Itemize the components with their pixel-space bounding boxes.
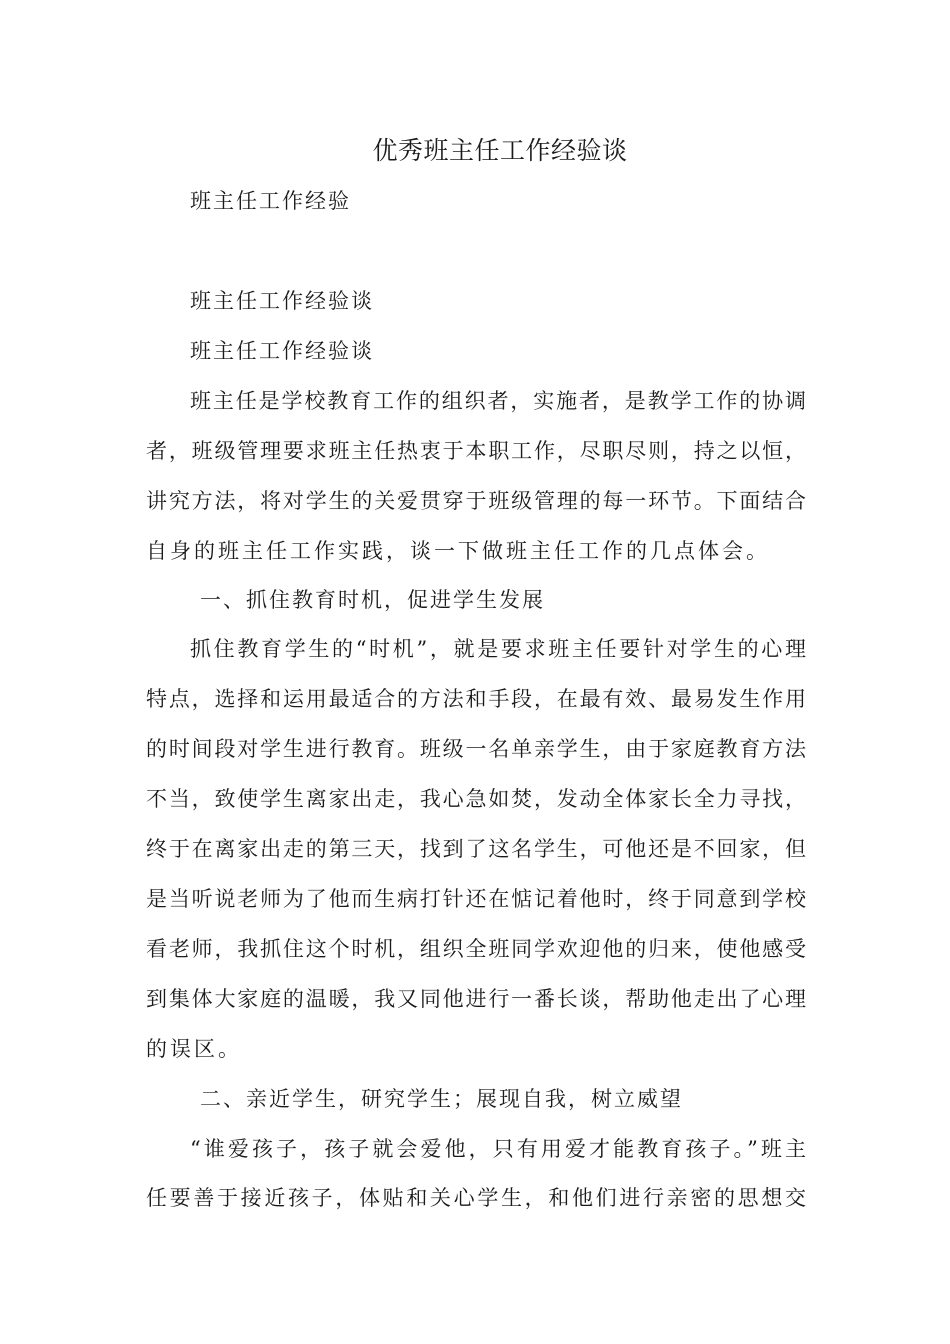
paragraph-line: 的时间段对学生进行教育。班级一名单亲学生，由于家庭教育方法	[146, 737, 806, 761]
paragraph-line: 班主任是学校教育工作的组织者，实施者，是教学工作的协调	[190, 389, 806, 413]
paragraph-line: 看老师，我抓住这个时机，组织全班同学欢迎他的归来，使他感受	[146, 937, 806, 961]
paragraph-line: 讲究方法，将对学生的关爱贯穿于班级管理的每一环节。下面结合	[146, 489, 806, 513]
document-title: 优秀班主任工作经验谈	[372, 136, 628, 165]
paragraph-line: “谁爱孩子，孩子就会爱他，只有用爱才能教育孩子。”班主	[190, 1137, 806, 1161]
paragraph-line: 抓住教育学生的“时机”，就是要求班主任要针对学生的心理	[190, 637, 806, 661]
paragraph-line: 自身的班主任工作实践，谈一下做班主任工作的几点体会。	[146, 539, 770, 563]
paragraph-line: 任要善于接近孩子，体贴和关心学生，和他们进行亲密的思想交	[146, 1186, 806, 1210]
paragraph-line: 终于在离家出走的第三天，找到了这名学生，可他还是不回家，但	[146, 837, 806, 861]
subheading-3: 班主任工作经验谈	[190, 339, 374, 363]
paragraph-line: 是当听说老师为了他而生病打针还在惦记着他时，终于同意到学校	[146, 887, 806, 911]
subheading-2: 班主任工作经验谈	[190, 289, 374, 313]
paragraph-line: 特点，选择和运用最适合的方法和手段，在最有效、最易发生作用	[146, 687, 806, 711]
paragraph-line: 到集体大家庭的温暖，我又同他进行一番长谈，帮助他走出了心理	[146, 987, 806, 1011]
paragraph-line: 者，班级管理要求班主任热衷于本职工作，尽职尽则，持之以恒，	[146, 439, 806, 463]
paragraph-line: 不当，致使学生离家出走，我心急如焚，发动全体家长全力寻找，	[146, 787, 806, 811]
section-heading-1: 一、抓住教育时机，促进学生发展	[200, 588, 545, 612]
section-heading-2: 二、亲近学生，研究学生；展现自我，树立威望	[200, 1087, 683, 1111]
paragraph-line: 的误区。	[146, 1037, 242, 1061]
subheading-1: 班主任工作经验	[190, 189, 351, 213]
